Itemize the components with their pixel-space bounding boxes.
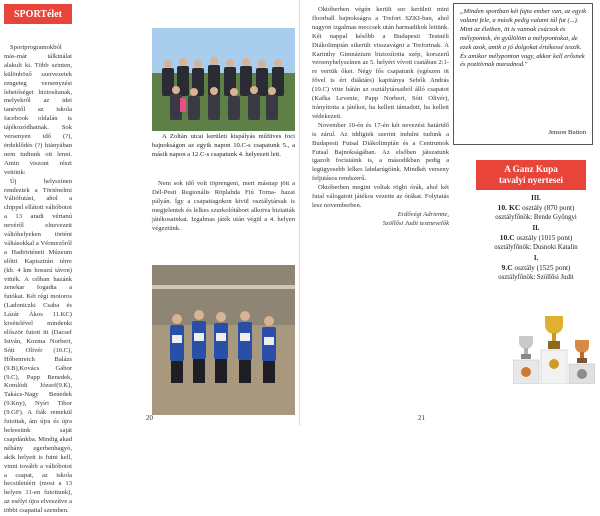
page-number-left: 20 bbox=[146, 414, 153, 422]
ranking-place: III. bbox=[531, 195, 541, 202]
ranking-class-line bbox=[472, 263, 600, 273]
ranking-teacher: osztályfőnök: Dusnoki Katalin bbox=[494, 244, 578, 251]
team-photo-figures bbox=[152, 28, 295, 131]
section-header: SPORTélet bbox=[4, 4, 72, 24]
ranking-teacher: osztályfőnök: Bende Gyöngyi bbox=[495, 214, 577, 221]
cup-ranking bbox=[472, 192, 600, 282]
paragraph: Sportprogramokból más-már tálkinálat alakult ki. Több szinten, különböző szervezetek rengeteg versenyzési lehetőséget biztosítanak, melyekről az idei tanévtől az iskola facebook oldalán is tájékozódhatnak. Sok versenyen idő (?), érdeklődés (?) hiányában nem tudtunk ott lenni. Amin viszont részt vettünk: bbox=[4, 44, 72, 176]
ranking-points: osztály (1525 pont) bbox=[512, 264, 571, 272]
trophy-podium-illustration bbox=[513, 302, 595, 384]
ranking-entry bbox=[472, 254, 600, 282]
ranking-entry bbox=[472, 194, 600, 222]
ranking-class: 9.C bbox=[501, 263, 513, 272]
team-photo bbox=[152, 28, 295, 131]
quote-text: „Minden sportban két fajta ember van, az egyik valami fele, a másik pedig valami túl fut (...). Mint az életben, itt is vannak csúcsok és mélypontok, én gyűlölöm a mélypontokat, de ezek azok, amik a jó dolgokat értékessé teszik. És amikor mélyponton vagy, akkor kell erősnek és pozitívnak maradnod." bbox=[460, 8, 586, 69]
ranking-place: I. bbox=[533, 255, 539, 262]
quote-box bbox=[453, 3, 593, 145]
paragraph: Októberben megint voltak rögbi órák, ahol két futal válogatott játékos vezette az órákat. Folytatás lesz novemberben. bbox=[312, 184, 449, 209]
ranking-points: osztály (870 pont) bbox=[520, 204, 575, 212]
paragraph: November 10-én és 17-én két nevezési határidő is zárul. Az iddigiek szerint indulni tudunk a Budapesti Futsal Diákolimpián és a Centrumok Futsal Bajnokságában. Az elsőben játszatunk igazolt focistáink is, a másodikban pedig a legügyesebb lelkes labdarúgóink. Mindkét verseny feljutásos rendszerű. bbox=[312, 121, 449, 183]
paragraph: Októberben végén került sor kerületi mini floorball bajnokságra a Trefort SZKI-ban, ahol nagyon izgalmas meccsek után harmadikok lettünk. Két nappal később a Budapesti Testnéli Diákolimpián sikerült visszavágni a Trefortnak. A Karinthy Gimnázium biztosította szép, korszerű versenyhelyszínen az 5. helyért vívott csatában 2:1-re vertük őket. Négy fős csapatunk (egészen öt fővel is ért diáktárs) kapitánya Sebők András (10.C) vitte hátán az osztálytársaiból álló csapatot (Kafka Levente, Papp Norbert, Sóti Olivér), irányította a játékot, ha kellett támadott, ha kellett védekezett. bbox=[312, 6, 449, 120]
page-number-right: 21 bbox=[418, 414, 425, 422]
paragraph: Új helyszínen rendeztek a Történelmi Váltófutást, ahol a chippel ellátott váltóbotot a 13 aradi vértanú nevéről elnevezett váltóhelyeken történt váltásokkal a Vérmezőről a Hadtörténeti Múzeum előtti Kapisztrán térre (kb. 4 km hosszú távon) vitték. A célban hazánk zenekar fogadta a futókat. Két régi motoros (Ladoniczki Csaba és Lázár Ákos 11.KC) kivételével mindenki először futott itt (Dacsef István, Kozma Norbert, Sóti Olivér (10.C), Hőbenreich Balázs (9.B),Kovács Gábor (9.C), Papp Benedek, Komlódi József(9.K), Takács-Nagy Benedek (9.Kny), Nyíri Tibor (9.GF). A fiák remekül futottak, ám újra és újra beleesünk saját csapdánkba. Mindig akad néhány egerhenhagyó, akik helyett is futni kell, vinni tovább a váltóbotot a csapat, az iskola becsületéért (most a 13 helyen 11-en futottunk), az esélyt újra elveszítve a többi csapattal szemben. bbox=[4, 177, 72, 515]
volleyball-photo-figures bbox=[152, 265, 295, 415]
right-page bbox=[300, 0, 600, 426]
left-page bbox=[0, 0, 300, 515]
ranking-teacher: osztályfőnök: Szöllősi Judit bbox=[498, 274, 574, 281]
ranking-class-line bbox=[472, 233, 600, 243]
ranking-class: 10. KC bbox=[497, 203, 521, 212]
ranking-points: osztály (1015 pont) bbox=[514, 234, 573, 242]
photo-caption: A Zoltán utcai kerületi kispályás műfüves foci bajnokságon az egyik napon 10.C-s csapatunk 5., a másik napon a 12.C-s csapatunk 4. helyezett lett. bbox=[152, 133, 295, 158]
quote-author: Jenson Button bbox=[548, 129, 586, 137]
middle-column-text bbox=[152, 180, 295, 233]
left-column-text bbox=[4, 44, 72, 516]
trophy-icon bbox=[575, 340, 589, 363]
right-column-text bbox=[312, 6, 449, 229]
ranking-entry bbox=[472, 224, 600, 252]
ranking-place: II. bbox=[532, 225, 540, 232]
signature-line-1: Erdővégi Adrienne, bbox=[397, 210, 449, 218]
cup-title: A Ganz Kupa bbox=[504, 164, 558, 174]
trophy-icon bbox=[545, 316, 563, 349]
ranking-class-line bbox=[472, 203, 600, 213]
volleyball-photo bbox=[152, 265, 295, 415]
signature-line-2: Szöllősi Judit testnevelők bbox=[382, 219, 449, 227]
ranking-class: 10.C bbox=[499, 233, 515, 242]
cup-subtitle: tavalyi nyertesei bbox=[498, 175, 564, 185]
paragraph: Nem sok idő volt töprengeni, mert másnap jött a Dél-Pesti Regionális Röplabda Fiú Torna- hazai pályán. Így a csapattagokon kívül osztálytársak is megjelentek és lelkes szurkolótábort alkotva biztatták játékosainkat. Izgalmas játék után végül a 4. helyen végeztünk. bbox=[152, 180, 295, 232]
cup-winners-header bbox=[476, 160, 586, 190]
trophy-icon bbox=[519, 336, 533, 359]
